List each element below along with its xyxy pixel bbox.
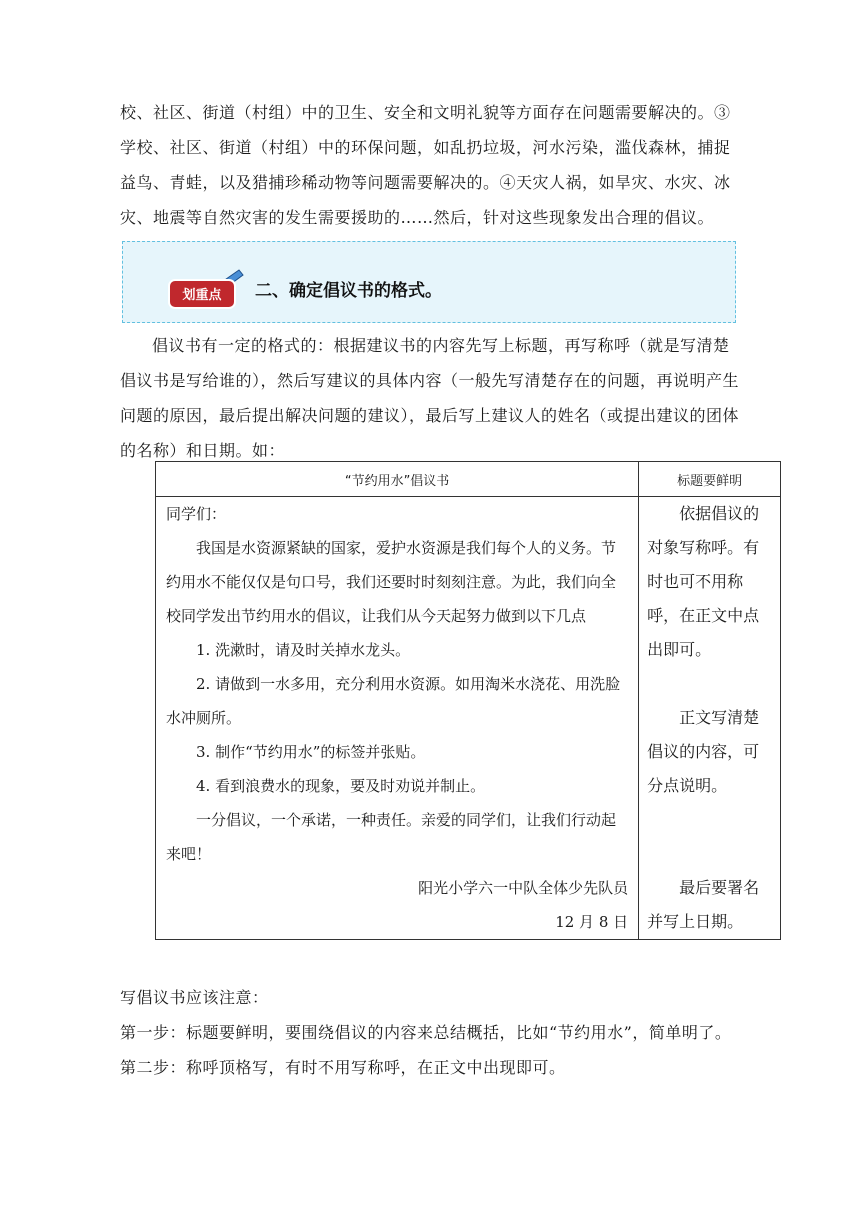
letter-body: 我国是水资源紧缺的国家，爱护水资源是我们每个人的义务。节约用水不能仅仅是句口号，我们还要时时刻刻注意。为此，我们向全校同学发出节约用水的倡议，让我们从今天起努力做到以下几点: [166, 539, 617, 625]
table-header-letter: “节约用水”倡议书: [156, 462, 639, 497]
point-item: 3. 制作“节约用水”的标签并张贴。: [196, 743, 426, 761]
section-title: 二、确定倡议书的格式。: [255, 281, 442, 301]
table-header-note: 标题要鲜明: [639, 462, 781, 497]
point-item: 1. 洗漱时，请及时关掉水龙头。: [196, 641, 411, 659]
point-item: 2. 请做到一水多用，充分利用水资源。如用淘米水浇花、用洗脸水冲厕所。: [166, 675, 621, 727]
notes-section: [120, 980, 740, 1085]
closing: 一分倡议，一个承诺，一种责任。亲爱的同学们，让我们行动起来吧！: [166, 811, 617, 863]
point-item: 4. 看到浪费水的现象，要及时劝说并制止。: [196, 777, 486, 795]
highlight-badge-icon: [167, 266, 245, 312]
note-salutation: 依据倡议的对象写称呼。有时也可不用称呼，在正文中点出即可。: [647, 504, 760, 659]
badge-label: 划重点: [182, 288, 222, 303]
notes-heading: 写倡议书应该注意：: [120, 988, 269, 1007]
salutation: 同学们：: [166, 505, 227, 523]
date: 12 月 8 日: [555, 913, 629, 931]
format-paragraph: 倡议书有一定的格式的：根据建议书的内容先写上标题，再写称呼（就是写清楚倡议书是写给谁的），然后写建议的具体内容（一般先写清楚存在的问题，再说明产生问题的原因，最后提出解决问题的建议），最后写上建议人的姓名（或提出建议的团体的名称）和日期。如：: [120, 336, 740, 460]
sample-letter: [156, 497, 639, 940]
signature: 阳光小学六一中队全体少先队员: [418, 879, 629, 897]
section-banner: [122, 241, 736, 323]
intro-paragraph: 校、社区、街道（村组）中的卫生、安全和文明礼貌等方面存在问题需要解决的。③学校、社区、街道（村组）中的环保问题，如乱扔垃圾，河水污染，滥伐森林，捕捉益鸟、青蛙，以及猎捕珍稀动物等问题需要解决的。④天灾人祸，如旱灾、水灾、冰灾、地震等自然灾害的发生需要援助的……然后，针对这些现象发出合理的倡议。: [120, 103, 731, 227]
step-2: 第二步：称呼顶格写，有时不用写称呼，在正文中出现即可。: [120, 1058, 566, 1077]
note-body: 正文写清楚倡议的内容，可分点说明。: [647, 708, 760, 795]
sample-table: [155, 461, 781, 940]
notes-column: [639, 497, 781, 940]
note-signature: 最后要署名并写上日期。: [647, 878, 760, 931]
step-1: 第一步：标题要鲜明，要围绕倡议的内容来总结概括，比如“节约用水”，简单明了。: [120, 1023, 732, 1042]
